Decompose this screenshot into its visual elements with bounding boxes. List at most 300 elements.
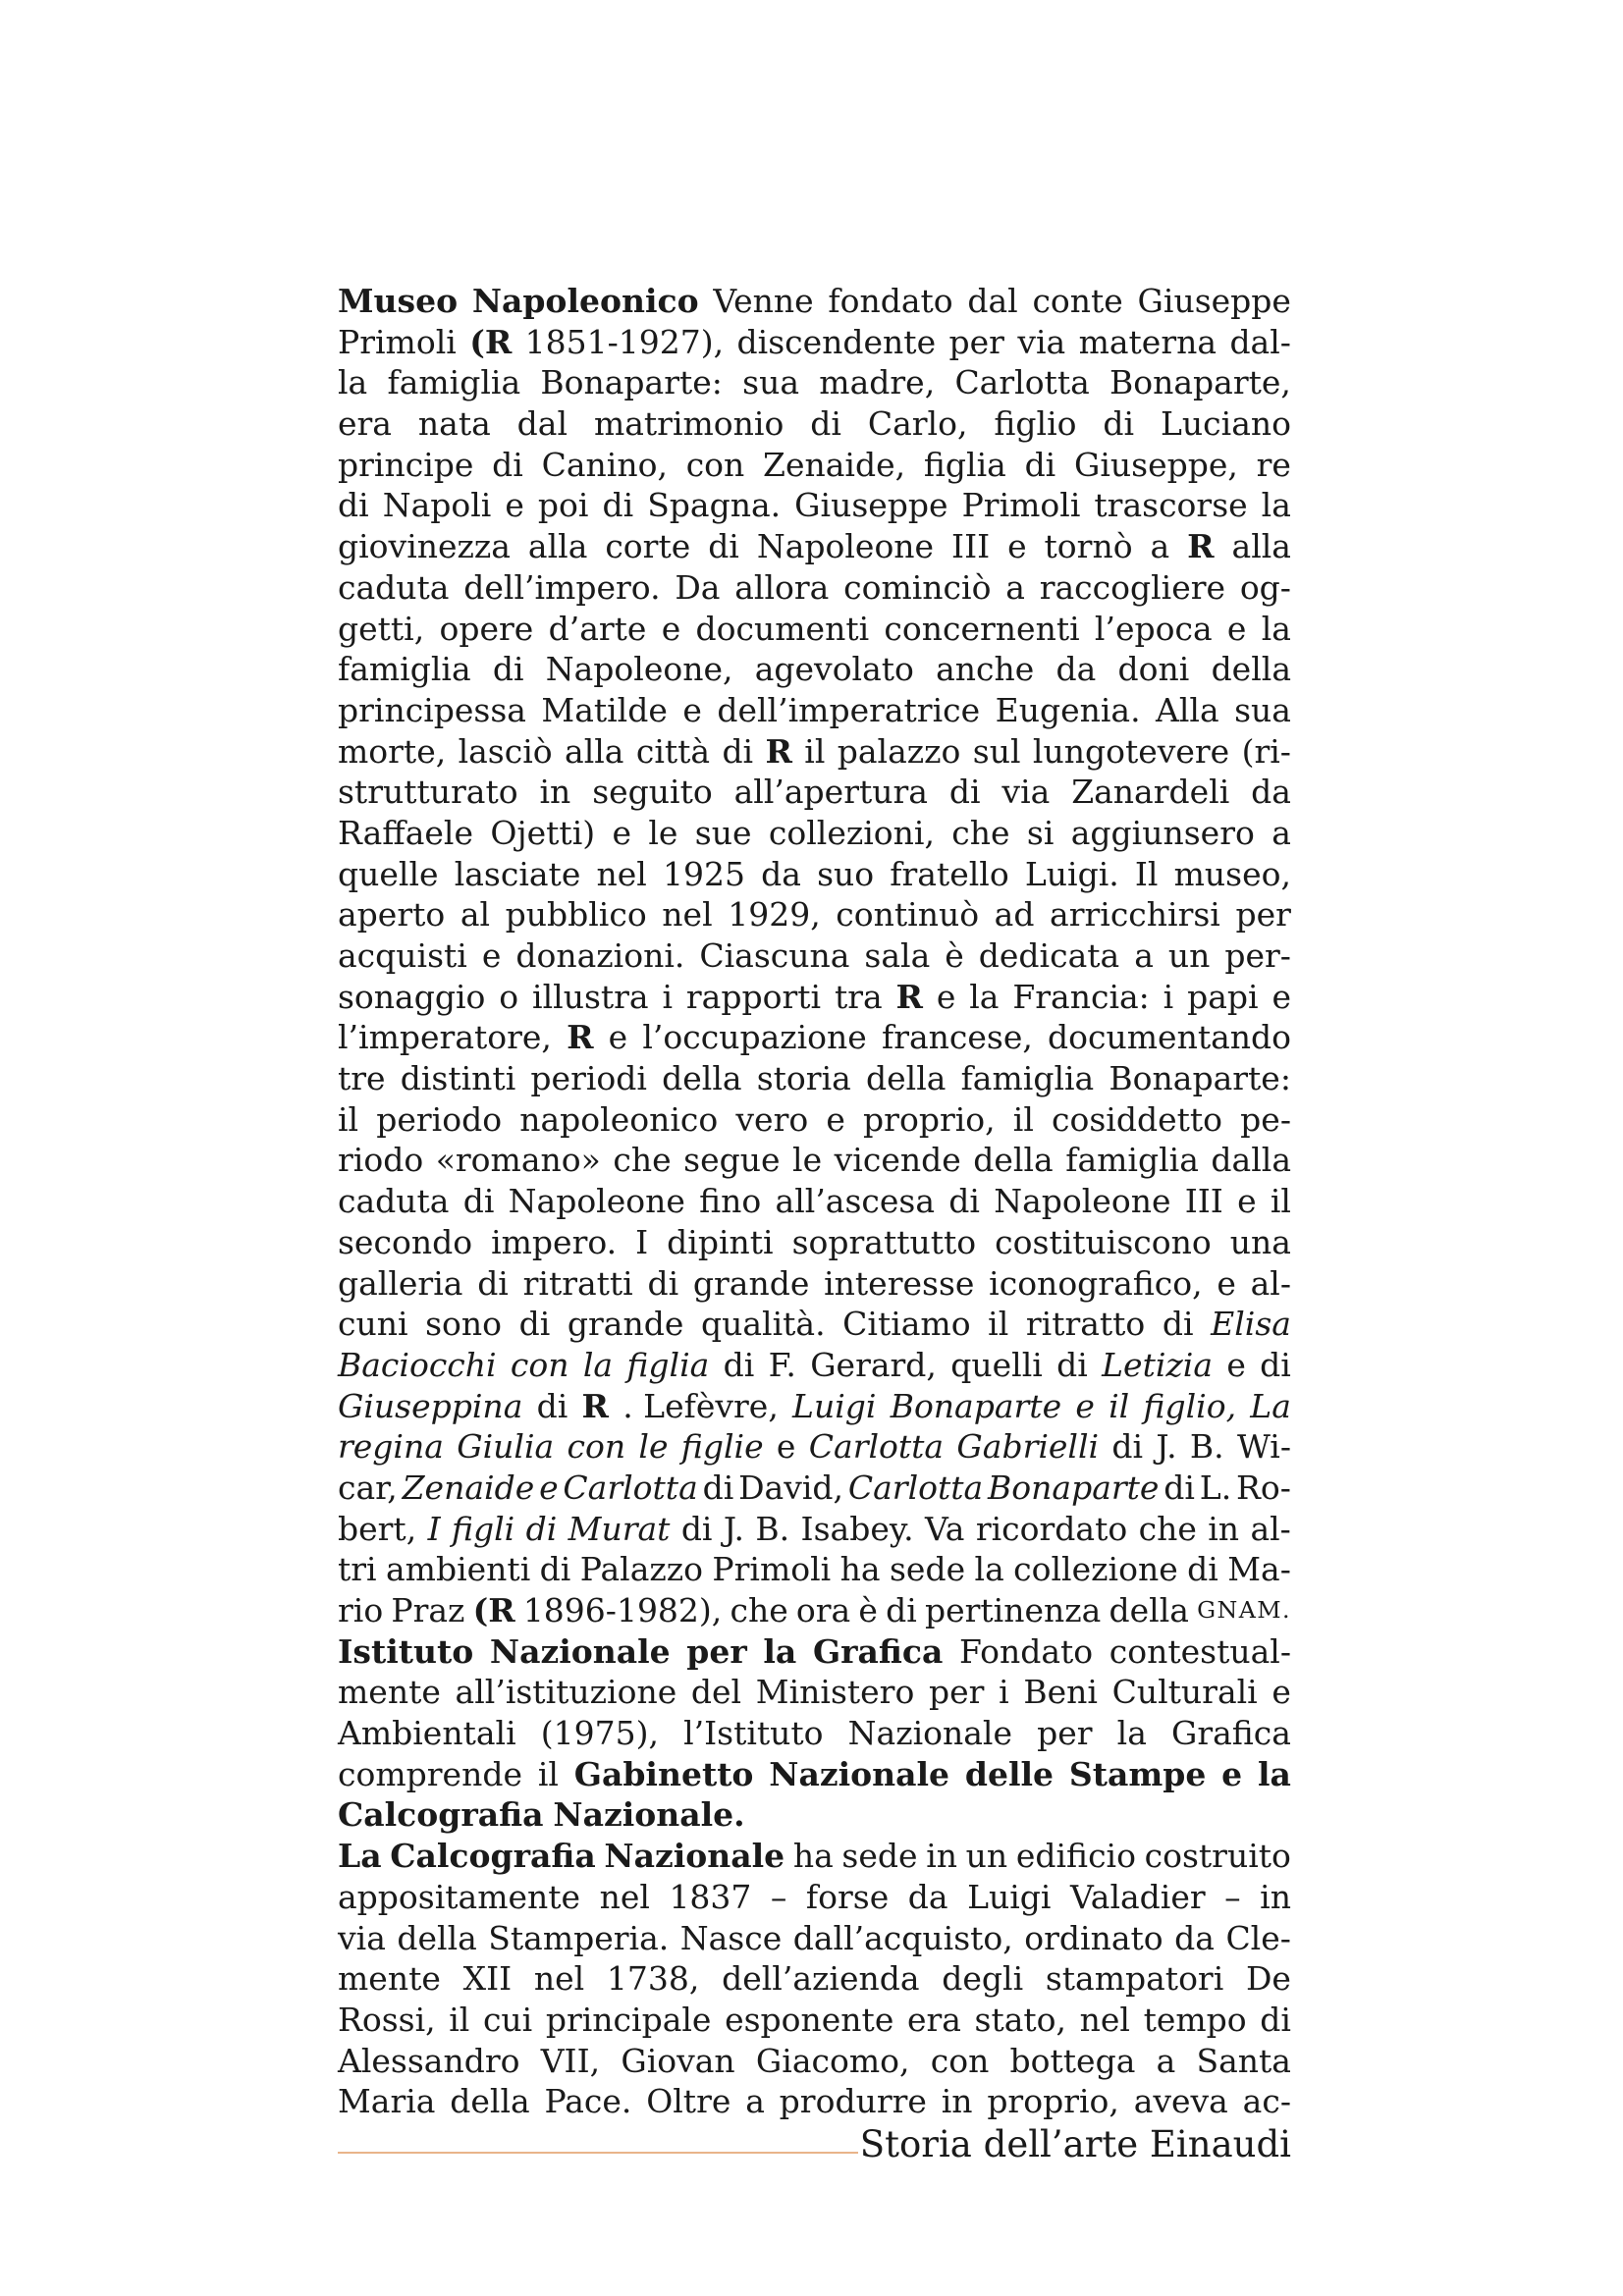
- text-word: Giuseppina: [338, 1386, 523, 1425]
- text-line: [338, 1672, 1291, 1713]
- text-word: stampatori: [1045, 1959, 1224, 1999]
- text-word: via: [338, 1918, 386, 1957]
- text-word: cuni: [338, 1305, 408, 1344]
- text-word: di: [525, 1509, 558, 1548]
- text-word: 1837: [669, 1877, 752, 1916]
- text-word: in: [941, 2082, 973, 2121]
- text-word: la: [969, 977, 1000, 1016]
- text-word: tornò: [1044, 527, 1133, 566]
- text-word: quelle: [338, 854, 439, 893]
- text-word: Luciano: [1161, 404, 1291, 444]
- text-line: [338, 609, 1291, 650]
- text-word: regina: [338, 1427, 444, 1467]
- text-word: lungotevere: [1032, 731, 1230, 771]
- text-word: Napoleone: [508, 1182, 685, 1221]
- text-word: R: [895, 977, 923, 1016]
- text-word: palazzo: [837, 731, 961, 771]
- text-word: stato,: [974, 2000, 1067, 2039]
- text-word: Il: [1134, 854, 1159, 893]
- text-word: Wi-: [1236, 1427, 1291, 1467]
- text-word: cui: [482, 2000, 533, 2039]
- text-word: madre,: [819, 363, 936, 402]
- text-word: Nazionale: [847, 1714, 1013, 1753]
- text-word: per: [686, 1631, 747, 1671]
- text-word: Primoli: [338, 322, 457, 361]
- text-word: della: [662, 1059, 742, 1098]
- text-word: della: [1109, 1591, 1189, 1629]
- text-word: la: [763, 1631, 797, 1671]
- text-word: la: [1261, 486, 1291, 525]
- text-word: di: [722, 731, 754, 771]
- text-word: delle: [964, 1754, 1055, 1793]
- text-word: a: [745, 2082, 765, 2121]
- text-word: Gerard,: [810, 1345, 937, 1384]
- text-word: Carlotta: [954, 363, 1090, 402]
- text-word: napoleonico: [519, 1099, 719, 1139]
- text-word: era: [906, 2000, 961, 2039]
- text-word: le: [648, 813, 678, 852]
- text-word: lasciate: [454, 854, 581, 893]
- text-word: e: [612, 813, 632, 852]
- text-word: sua: [742, 363, 800, 402]
- text-word: figlio,: [1143, 1386, 1237, 1425]
- text-word: J.: [723, 1509, 745, 1548]
- text-word: 1738,: [606, 1959, 700, 1999]
- text-word: Palazzo: [579, 1550, 704, 1589]
- text-word: Rossi,: [338, 2000, 436, 2039]
- text-word: francese,: [881, 1018, 1033, 1057]
- text-line: [338, 690, 1291, 731]
- text-word: ha: [839, 1550, 881, 1589]
- text-word: ritratto: [1025, 1305, 1146, 1344]
- text-word: dell’imperatrice: [717, 690, 981, 729]
- text-word: la: [974, 1550, 1004, 1589]
- text-word: edificio: [1015, 1837, 1136, 1876]
- text-word: famiglia: [960, 1059, 1095, 1098]
- text-word: nel: [596, 854, 647, 893]
- text-word: Fondato: [958, 1631, 1094, 1671]
- text-word: Bonaparte: [988, 1468, 1160, 1507]
- text-word: è: [945, 936, 964, 975]
- text-word: e: [1075, 1386, 1095, 1425]
- text-word: secondo: [338, 1222, 473, 1261]
- text-word: per-: [1224, 936, 1291, 975]
- text-word: Zanardeli: [1071, 773, 1230, 812]
- text-line: [338, 403, 1291, 445]
- text-word: Napoleone: [756, 527, 935, 566]
- text-word: e: [1237, 1182, 1257, 1221]
- text-word: Grafica: [1170, 1714, 1291, 1753]
- text-word: Nazionale: [489, 1631, 671, 1671]
- text-word: papi: [1187, 977, 1259, 1016]
- text-word: della: [973, 1141, 1054, 1180]
- text-word: galleria: [338, 1263, 463, 1303]
- text-word: produrre: [779, 2082, 927, 2121]
- text-word: nel: [662, 895, 713, 934]
- text-word: impero.: [491, 1222, 618, 1261]
- text-word: nata: [417, 404, 491, 444]
- text-word: o: [499, 977, 519, 1016]
- text-word: Bonaparte,: [1109, 363, 1291, 402]
- text-line: [338, 1836, 1291, 1877]
- text-word: per: [929, 1673, 985, 1712]
- text-word: città: [635, 731, 711, 771]
- text-word: di: [723, 1345, 755, 1384]
- text-word: Carlo,: [867, 404, 968, 444]
- text-word: Valadier: [1069, 1877, 1206, 1916]
- text-word: e: [1271, 977, 1291, 1016]
- text-word: soprattutto: [791, 1222, 977, 1261]
- text-line: [338, 854, 1291, 895]
- text-word: Giacomo,: [755, 2041, 910, 2080]
- text-word: di: [338, 486, 369, 525]
- text-word: in: [926, 1837, 958, 1876]
- text-word: Murat: [568, 1509, 671, 1548]
- text-word: ac-: [1242, 2082, 1291, 2121]
- text-word: un: [965, 1837, 1008, 1876]
- text-word: le: [638, 1427, 669, 1467]
- text-word: e: [1271, 1673, 1291, 1712]
- text-word: all’istituzione: [455, 1673, 677, 1712]
- text-word: l’epoca: [1094, 609, 1213, 648]
- text-line: [338, 1426, 1291, 1468]
- text-word: di: [1056, 1345, 1088, 1384]
- text-word: dalla: [1211, 1141, 1291, 1180]
- text-word: dal: [516, 404, 568, 444]
- text-word: da: [1055, 650, 1097, 689]
- text-word: interesse: [824, 1263, 975, 1303]
- text-word: fratello: [890, 854, 1009, 893]
- text-word: i: [662, 977, 674, 1016]
- text-word: figli: [451, 1509, 515, 1548]
- text-word: che: [730, 1591, 788, 1629]
- text-word: III: [1184, 1182, 1223, 1221]
- text-line: [338, 1345, 1291, 1386]
- text-word: di: [680, 1509, 713, 1548]
- text-line: [338, 1631, 1291, 1673]
- text-word: di: [1111, 1427, 1144, 1467]
- text-word: di: [1162, 1305, 1194, 1344]
- text-line: [338, 772, 1291, 813]
- text-word: mente: [338, 1959, 441, 1999]
- text-word: seguito: [592, 773, 713, 812]
- text-word: car,: [338, 1468, 398, 1507]
- text-line: [338, 322, 1291, 363]
- text-word: Nasce: [679, 1918, 783, 1957]
- text-word: 1925: [662, 854, 745, 893]
- text-word: (R: [469, 322, 513, 361]
- text-word: sala: [864, 936, 931, 975]
- text-word: Letizia: [1102, 1345, 1213, 1384]
- text-word: Canino,: [541, 445, 668, 484]
- footer-rule: [338, 2152, 858, 2154]
- text-word: documenti: [695, 609, 870, 648]
- text-word: giovinezza: [338, 527, 511, 566]
- text-word: Luigi: [967, 1877, 1052, 1916]
- text-word: Carlotta: [563, 1468, 698, 1507]
- text-line: [338, 1549, 1291, 1590]
- text-word: continuò: [836, 895, 980, 934]
- text-word: Giulia: [457, 1427, 555, 1467]
- text-line: [338, 1386, 1291, 1427]
- text-word: e: [1007, 527, 1027, 566]
- text-word: la: [1116, 1714, 1147, 1753]
- text-word: Napoleone,: [545, 650, 733, 689]
- text-word: tre: [338, 1059, 386, 1098]
- text-word: collezione: [1013, 1550, 1178, 1589]
- text-word: della: [1211, 650, 1291, 689]
- text-word: poi: [537, 486, 589, 525]
- text-word: concernenti: [884, 609, 1080, 648]
- text-word: Santa: [1196, 2041, 1291, 2080]
- text-word: sono: [425, 1305, 503, 1344]
- text-word: –: [1224, 1877, 1241, 1916]
- text-word: al-: [1250, 1263, 1291, 1303]
- text-word: per: [1037, 1714, 1093, 1753]
- text-line: [338, 567, 1291, 609]
- text-word: La: [338, 1837, 382, 1876]
- text-word: Matilde: [541, 690, 668, 729]
- text-word: aggiunsero: [1070, 813, 1255, 852]
- page-footer: [338, 2122, 1291, 2169]
- text-word: Gabinetto: [573, 1754, 754, 1793]
- text-word: (1975),: [540, 1714, 659, 1753]
- text-word: dell’impero.: [463, 567, 661, 607]
- text-line: [338, 485, 1291, 526]
- text-line: [338, 1058, 1291, 1099]
- text-word: . Lefèvre,: [622, 1386, 779, 1425]
- text-word: Ciascuna: [699, 936, 850, 975]
- text-word: della: [450, 2082, 530, 2121]
- text-word: doni: [1117, 650, 1190, 689]
- text-word: Isabey.: [800, 1509, 914, 1548]
- text-word: documentando: [1048, 1018, 1291, 1057]
- text-word: trascorse: [1094, 486, 1248, 525]
- text-word: tempo: [1143, 2000, 1247, 2039]
- text-word: corte: [605, 527, 691, 566]
- text-word: all’ascesa: [775, 1182, 936, 1221]
- text-word: di: [1260, 2000, 1291, 2039]
- text-word: J.: [1156, 1427, 1177, 1467]
- text-word: qualità.: [700, 1305, 826, 1344]
- text-word: L.: [1199, 1468, 1232, 1507]
- text-word: e: [682, 690, 702, 729]
- text-word: collezioni,: [768, 813, 935, 852]
- text-word: sede: [889, 1550, 966, 1589]
- text-word: Cle-: [1225, 1918, 1291, 1957]
- text-word: Spagna.: [647, 486, 782, 525]
- text-word: ritratti: [522, 1263, 633, 1303]
- text-word: Citiamo: [842, 1305, 971, 1344]
- text-word: Praz: [391, 1591, 465, 1629]
- text-word: ricordato: [975, 1509, 1128, 1548]
- text-word: e: [1226, 1345, 1246, 1384]
- text-word: materna: [1078, 322, 1217, 361]
- text-word: dal-: [1229, 322, 1291, 361]
- text-word: della: [865, 1059, 947, 1098]
- text-word: a: [1134, 936, 1154, 975]
- text-word: Venne: [713, 282, 814, 320]
- text-word: di: [518, 1305, 551, 1344]
- text-word: un: [1167, 936, 1211, 975]
- text-word: Luigi: [792, 1386, 877, 1425]
- text-word: sul: [972, 731, 1021, 771]
- text-word: nel: [533, 1959, 585, 1999]
- text-word: Eugenia.: [995, 690, 1141, 729]
- text-word: e: [505, 486, 524, 525]
- text-word: Ro-: [1236, 1468, 1291, 1507]
- text-word: suo: [817, 854, 875, 893]
- text-word: aperto: [338, 895, 446, 934]
- text-word: Giovan: [621, 2041, 735, 2080]
- text-word: i: [999, 1673, 1009, 1712]
- text-word: alla: [565, 731, 624, 771]
- text-word: Beni: [1023, 1673, 1098, 1712]
- text-line: [338, 1918, 1291, 1959]
- text-line: [338, 2000, 1291, 2041]
- text-word: Istituto: [338, 1631, 474, 1671]
- text-word: alla: [527, 527, 588, 566]
- text-word: principale: [545, 2000, 712, 2039]
- text-line: [338, 1754, 1291, 1795]
- text-word: di: [647, 1263, 679, 1303]
- text-word: I: [635, 1222, 649, 1261]
- text-line: [338, 526, 1291, 567]
- text-word: l’Istituto: [683, 1714, 824, 1753]
- text-word: Napoleone: [994, 1182, 1171, 1221]
- text-word: i: [1163, 977, 1174, 1016]
- text-word: per: [948, 322, 1004, 361]
- text-word: di: [708, 527, 739, 566]
- text-word: si: [1026, 813, 1055, 852]
- text-word: Bonaparte:: [1109, 1059, 1291, 1098]
- text-word: lasciò: [458, 731, 553, 771]
- text-line: [338, 1794, 1291, 1836]
- text-word: di: [810, 404, 841, 444]
- text-word: caduta: [338, 1182, 450, 1221]
- text-word: principe: [338, 445, 474, 484]
- text-word: e: [1226, 609, 1247, 648]
- text-word: nel: [1079, 2000, 1130, 2039]
- text-word: la: [338, 363, 368, 402]
- text-word: segue: [683, 1141, 781, 1180]
- text-word: di: [492, 445, 523, 484]
- text-word: Alla: [1156, 690, 1219, 729]
- text-line: [338, 281, 1291, 322]
- text-word: principessa: [338, 690, 526, 729]
- text-word: l’imperatore,: [338, 1018, 552, 1057]
- text-word: e: [936, 977, 956, 1016]
- text-word: agevolato: [754, 650, 914, 689]
- text-word: nel: [599, 1877, 650, 1916]
- text-word: Calcografia: [390, 1837, 596, 1876]
- text-word: getti,: [338, 609, 425, 648]
- text-word: rapporti: [685, 977, 822, 1016]
- text-word: da: [1174, 1918, 1215, 1957]
- text-word: Grafica: [812, 1631, 944, 1671]
- text-word: il: [449, 2000, 470, 2039]
- text-word: La: [1250, 1386, 1291, 1425]
- text-line: [338, 731, 1291, 773]
- text-word: Primoli: [961, 486, 1081, 525]
- text-word: Nazionale.: [553, 1795, 745, 1835]
- text-word: grande: [567, 1305, 684, 1344]
- text-line: [338, 894, 1291, 935]
- text-word: e: [608, 1018, 628, 1057]
- text-word: ora: [795, 1591, 851, 1629]
- text-word: arricchirsi: [1050, 895, 1220, 934]
- text-word: fondato: [828, 282, 953, 320]
- text-word: il: [1109, 1386, 1130, 1425]
- text-line: [338, 1509, 1291, 1550]
- text-line: [338, 1263, 1291, 1305]
- text-word: Alessandro: [338, 2041, 520, 2080]
- text-word: le: [792, 1141, 823, 1180]
- text-word: vicende: [834, 1141, 961, 1180]
- text-word: sonaggio: [338, 977, 486, 1016]
- text-word: in: [1260, 1877, 1291, 1916]
- text-word: Zenaide: [402, 1468, 535, 1507]
- text-word: Nazionale: [604, 1837, 785, 1876]
- text-word: Nazionale: [769, 1754, 950, 1793]
- text-word: periodi: [530, 1059, 647, 1098]
- text-word: Bonaparte: [890, 1386, 1062, 1425]
- text-word: di: [477, 1263, 509, 1303]
- text-word: Stampe: [1068, 1754, 1207, 1793]
- text-word: allora: [734, 567, 830, 607]
- text-word: una: [1229, 1222, 1291, 1261]
- text-word: esponente: [725, 2000, 894, 2039]
- text-word: e: [776, 1427, 796, 1467]
- text-word: da: [761, 854, 801, 893]
- text-word: strutturato: [338, 773, 518, 812]
- text-word: Napoli: [382, 486, 492, 525]
- text-word: Pace.: [544, 2082, 632, 2121]
- text-word: fino: [699, 1182, 762, 1221]
- text-word: Ministero: [755, 1673, 915, 1712]
- text-word: R: [1187, 527, 1215, 566]
- text-word: figlia: [626, 1345, 710, 1384]
- text-line: [338, 1713, 1291, 1754]
- text-word: di: [462, 1182, 495, 1221]
- text-line: [338, 813, 1291, 854]
- text-line: [338, 2081, 1291, 2122]
- text-word: raccogliere: [1039, 567, 1226, 607]
- text-word: sua: [1234, 690, 1291, 729]
- text-word: –: [770, 1877, 787, 1916]
- text-line: [338, 1181, 1291, 1222]
- text-word: di: [492, 650, 524, 689]
- text-line: [338, 1017, 1291, 1058]
- text-word: l’occupazione: [642, 1018, 867, 1057]
- text-word: conte: [1032, 282, 1123, 320]
- text-word: all’apertura: [733, 773, 928, 812]
- text-word: dedicata: [978, 936, 1120, 975]
- text-word: costituiscono: [995, 1222, 1212, 1261]
- text-word: via: [1001, 773, 1051, 812]
- text-word: XII: [462, 1959, 513, 1999]
- text-word: del: [690, 1673, 742, 1712]
- text-word: 1896-1982),: [522, 1591, 723, 1629]
- text-word: figlio: [994, 404, 1077, 444]
- text-line: [338, 1468, 1291, 1509]
- text-word: per: [1235, 895, 1291, 934]
- text-word: Ojetti): [490, 813, 596, 852]
- text-word: con: [510, 1345, 569, 1384]
- text-word: da: [907, 1877, 948, 1916]
- text-word: famiglia: [387, 363, 521, 402]
- text-word: e: [1221, 1754, 1243, 1793]
